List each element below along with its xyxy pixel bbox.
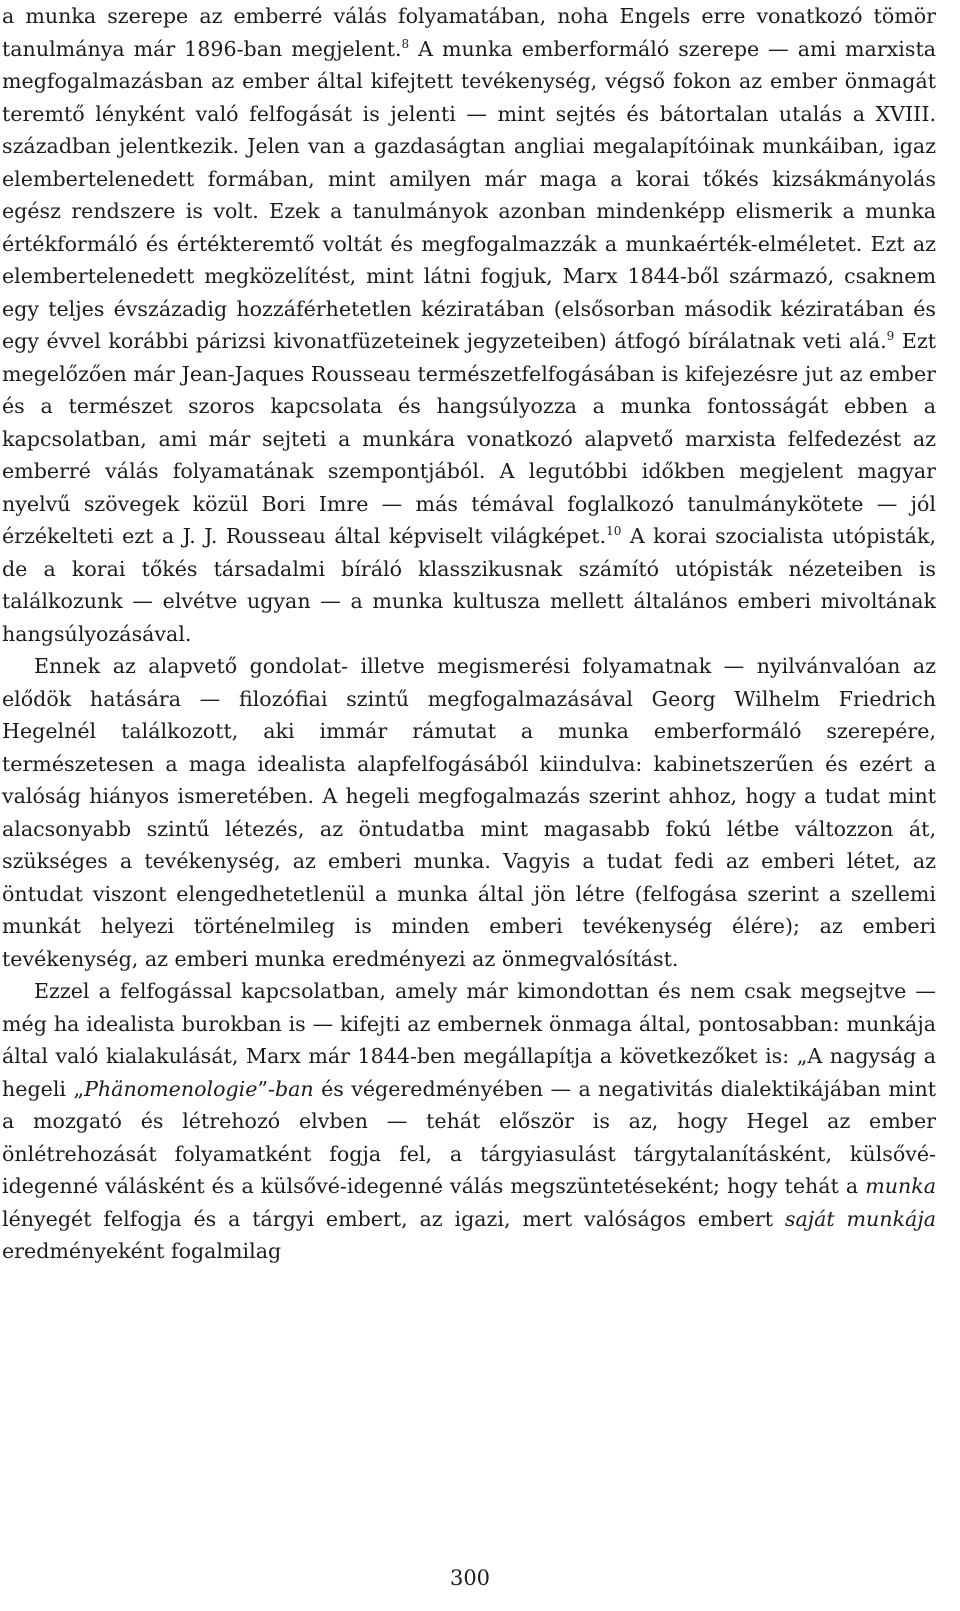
text-run: A korai szocialista utópisták, de a korai tőkés társadalmi bíráló klasszikusnak számító utópisták nézeteiben is találkozunk — elvétve ugyan — a munka kultusza mellett általános emberi mivoltának hangsúlyozásával. (2, 524, 936, 646)
text-run: eredményeként fogalmilag (2, 1239, 282, 1263)
page-number: 300 (449, 1566, 491, 1590)
footnote-marker: 10 (606, 524, 622, 538)
paragraph-1 (2, 0, 936, 650)
italic-run: -ban (267, 1076, 314, 1101)
text-run: Ezt megelőzően már Jean-Jaques Rousseau természetfelfogásában is kifejezésre jut az ember és a természet szoros kapcsolata és hangsúlyozza a munka fontosságát ebben a kapcsolatban, ami már sejteti a munkára vonatkozó alapvető marxista felfedezést az emberré válás folyamatának szempontjából. A legutóbbi időkben megjelent magyar nyelvű szövegek közül Bori Imre — más témával foglalkozó tanulmánykötete — jól érzékelteti ezt a J. J. Rousseau által képviselt világképet. (2, 329, 936, 548)
italic-run: munka (865, 1174, 936, 1198)
text-run: ” (257, 1076, 268, 1101)
italic-run: Phänomenologie (84, 1076, 258, 1101)
paragraph-3 (2, 975, 936, 1268)
text-run: a munka szerepe az emberré válás folyamatában, noha Engels erre vonatkozó tömör tanulmánya már 1896-ban megjelent. (2, 4, 936, 61)
paragraph-2 (2, 650, 936, 975)
text-run: és végeredményében — a negativitás dialektikájában mint a mozgató és létrehozó elvben — tehát először is az, hogy Hegel az ember önlétrehozását folyamatként fogja fel, a tárgyiasulást tárgytalanításként, külsővé-idegenné válásként és a külsővé-idegenné válás megszüntetéseként; hogy tehát a (2, 1076, 936, 1198)
text-run: lényegét felfogja és a tárgyi embert, az igazi, mert valóságos embert (2, 1206, 785, 1231)
text-run: Ezzel a felfogással kapcsolatban, amely már kimondottan és nem csak megsejtve — még ha idealista burokban is — kifejti az embernek önmaga által, pontosabban: munkája által való kialakulását, Marx már 1844-ben megállapítja a következőket is: „A nagyság a hegeli „ (2, 979, 936, 1101)
text-page (2, 0, 936, 1268)
footnote-marker: 8 (401, 36, 410, 51)
footnote-marker: 9 (886, 329, 895, 343)
italic-run: saját munkája (784, 1206, 936, 1231)
text-run: Ennek az alapvető gondolat- illetve megismerési folyamatnak — nyilvánvalóan az elődök hatására — filozófiai szintű megfogalmazásával Georg Wilhelm Friedrich Hegelnél találkozott, aki immár rámutat a munka emberformáló szerepére, természetesen a maga idealista alapfelfogásából kiindulva: kabinetszerűen és ezért a valóság hiányos ismeretében. A hegeli megfogalmazás szerint ahhoz, hogy a tudat mint alacsonyabb szintű létezés, az öntudatba mint magasabb fokú létbe változzon át, szükséges a tevékenység, az emberi munka. Vagyis a tudat fedi az emberi létet, az öntudat viszont elengedhetetlenül a munka által jön létre (felfogása szerint a szellemi munkát helyezi történelmileg is minden emberi tevékenység élére); az emberi tevékenység, az emberi munka eredményezi az önmegvalósítást. (2, 654, 936, 971)
text-run: A munka emberformáló szerepe — ami marxista megfogalmazásban az ember által kifejtett tevékenység, végső fokon az ember önmagát teremtő lényként való felfogását is jelenti — mint sejtés és bátortalan utalás a XVIII. században jelentkezik. Jelen van a gazdaságtan angliai megalapítóinak munkáiban, igaz elembertelenedett formában, mint amilyen már maga a korai tőkés kizsákmányolás egész rendszere is volt. Ezek a tanulmányok azonban mindenképp elismerik a munka értékformáló és értékteremtő voltát és megfogalmazzák a munkaérték-elméletet. Ezt az elembertelenedett megközelítést, mint látni fogjuk, Marx 1844-ből származó, csaknem egy teljes évszázadig hozzáférhetetlen kéziratában (elsősorban második kéziratában és egy évvel korábbi párizsi kivonatfüzeteinek jegyzeteiben) átfogó bírálatnak veti alá. (2, 36, 937, 353)
